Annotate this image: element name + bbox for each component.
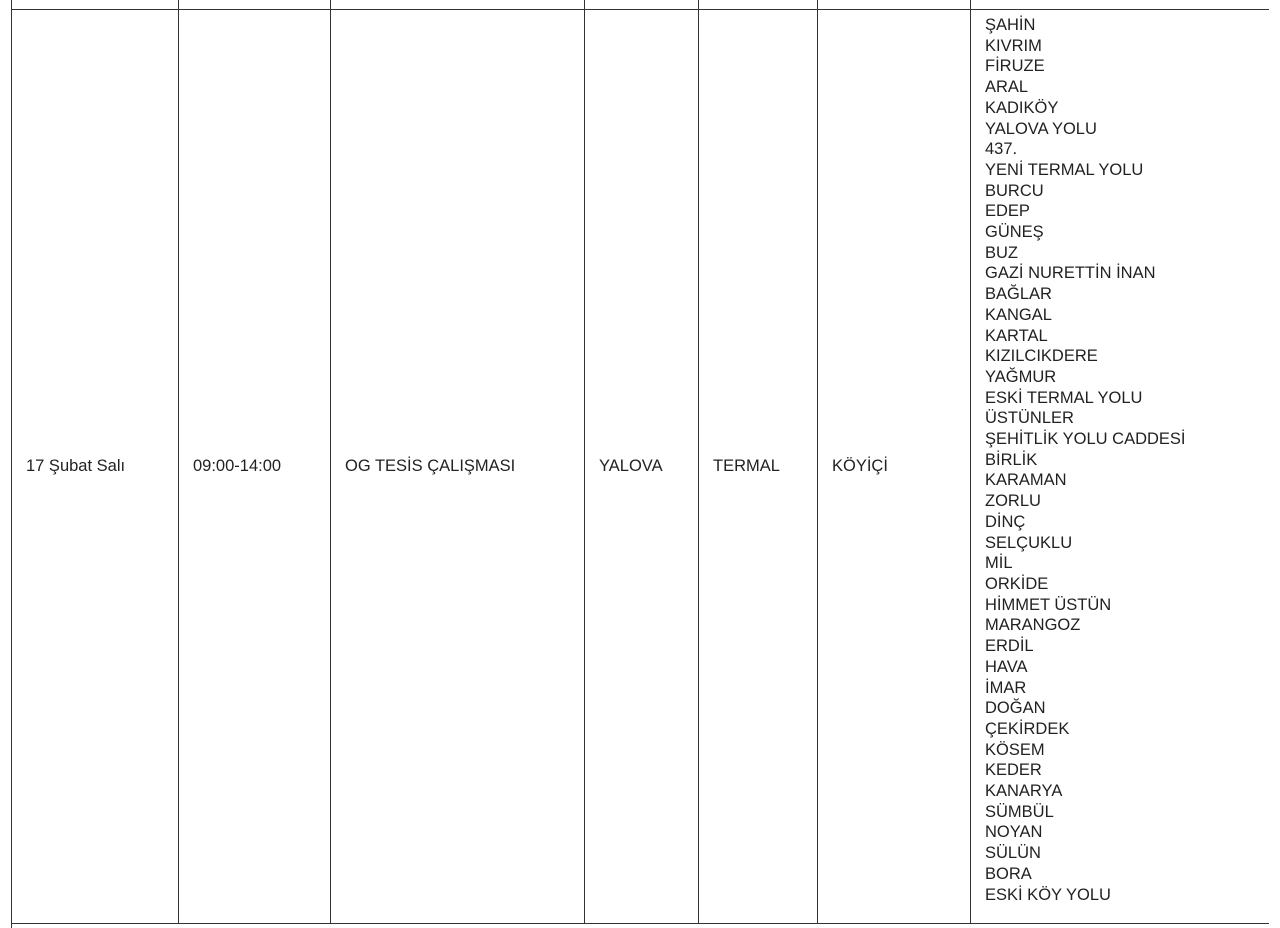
street-item: KARTAL bbox=[985, 326, 1255, 347]
street-item: BİRLİK bbox=[985, 450, 1255, 471]
street-item: ÜSTÜNLER bbox=[985, 408, 1255, 429]
street-item: KEDER bbox=[985, 760, 1255, 781]
table-row bbox=[12, 10, 1270, 924]
street-item: KANARYA bbox=[985, 781, 1255, 802]
street-item: 437. bbox=[985, 139, 1255, 160]
street-item: ERDİL bbox=[985, 636, 1255, 657]
street-item: MARANGOZ bbox=[985, 615, 1255, 636]
street-item: KIZILCIKDERE bbox=[985, 346, 1255, 367]
street-item: DOĞAN bbox=[985, 698, 1255, 719]
time-cell: 09:00-14:00 bbox=[179, 10, 331, 924]
street-item: YAĞMUR bbox=[985, 367, 1255, 388]
street-item: MİL bbox=[985, 553, 1255, 574]
outage-table bbox=[11, 0, 1269, 928]
district-cell: TERMAL bbox=[699, 10, 818, 924]
street-item: ŞEHİTLİK YOLU CADDESİ bbox=[985, 429, 1255, 450]
street-item: BORA bbox=[985, 864, 1255, 885]
outage-table-container bbox=[11, 0, 1269, 928]
street-item: ARAL bbox=[985, 77, 1255, 98]
work-type-cell: OG TESİS ÇALIŞMASI bbox=[331, 10, 585, 924]
street-item: NOYAN bbox=[985, 822, 1255, 843]
street-item: ŞAHİN bbox=[985, 15, 1255, 36]
street-item: BUZ bbox=[985, 243, 1255, 264]
street-item: EDEP bbox=[985, 201, 1255, 222]
province-cell: YALOVA bbox=[585, 10, 699, 924]
street-item: DİNÇ bbox=[985, 512, 1255, 533]
street-item: ESKİ TERMAL YOLU bbox=[985, 388, 1255, 409]
date-cell: 17 Şubat Salı bbox=[12, 10, 179, 924]
street-item: HAVA bbox=[985, 657, 1255, 678]
neighborhood-cell: KÖYİÇİ bbox=[818, 10, 971, 924]
street-list bbox=[985, 15, 1255, 905]
next-row-stub bbox=[12, 924, 1270, 928]
street-item: YALOVA YOLU bbox=[985, 119, 1255, 140]
street-item: ESKİ KÖY YOLU bbox=[985, 885, 1255, 906]
street-item: KADIKÖY bbox=[985, 98, 1255, 119]
street-item: KÖSEM bbox=[985, 740, 1255, 761]
street-item: ÇEKİRDEK bbox=[985, 719, 1255, 740]
street-item: GAZİ NURETTİN İNAN bbox=[985, 263, 1255, 284]
street-item: KARAMAN bbox=[985, 470, 1255, 491]
street-item: ZORLU bbox=[985, 491, 1255, 512]
street-item: HİMMET ÜSTÜN bbox=[985, 595, 1255, 616]
street-item: ORKİDE bbox=[985, 574, 1255, 595]
street-item: KANGAL bbox=[985, 305, 1255, 326]
street-item: FİRUZE bbox=[985, 56, 1255, 77]
street-item: GÜNEŞ bbox=[985, 222, 1255, 243]
street-item: SÜLÜN bbox=[985, 843, 1255, 864]
street-item: SELÇUKLU bbox=[985, 533, 1255, 554]
street-item: SÜMBÜL bbox=[985, 802, 1255, 823]
street-item: İMAR bbox=[985, 678, 1255, 699]
street-item: KIVRIM bbox=[985, 36, 1255, 57]
street-item: YENİ TERMAL YOLU bbox=[985, 160, 1255, 181]
previous-row-stub bbox=[12, 0, 1270, 10]
streets-cell bbox=[971, 10, 1270, 924]
street-item: BURCU bbox=[985, 181, 1255, 202]
street-item: BAĞLAR bbox=[985, 284, 1255, 305]
